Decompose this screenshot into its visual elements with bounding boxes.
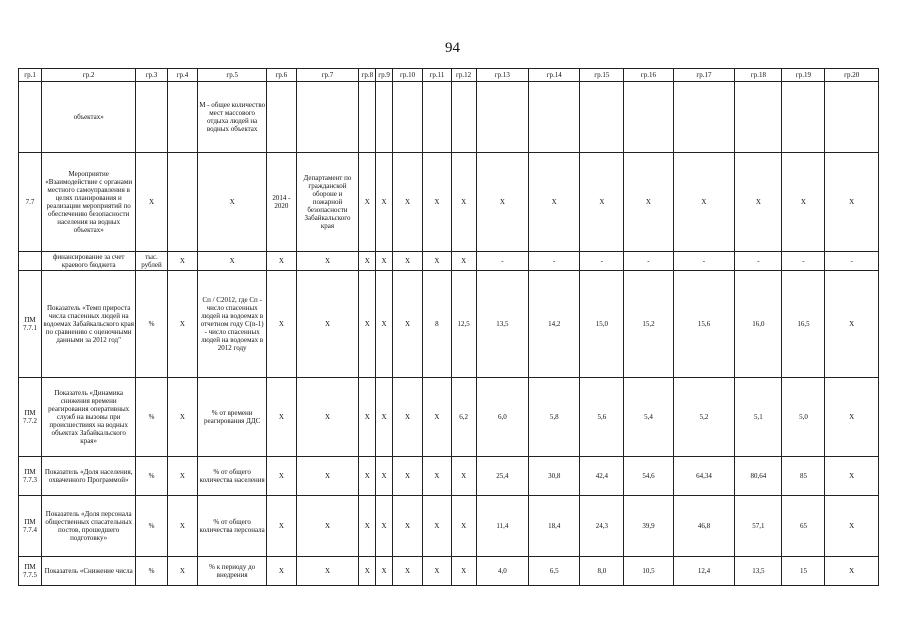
table-row xyxy=(19,153,879,252)
table-cell: X xyxy=(296,457,359,496)
table-cell: Департамент по гражданской обороне и пожарной безопасности Забайкальского края xyxy=(296,153,359,252)
table-cell: 5,0 xyxy=(782,378,825,457)
column-header: гр.3 xyxy=(136,69,167,82)
table-cell: X xyxy=(359,378,376,457)
table-cell: % к периоду до внедрения xyxy=(198,557,267,586)
column-header: гр.2 xyxy=(42,69,136,82)
column-header: гр.13 xyxy=(476,69,528,82)
table-cell: X xyxy=(376,271,393,378)
table-cell: X xyxy=(423,496,451,557)
header-row xyxy=(19,69,879,82)
table-cell: тыс. рублей xyxy=(136,252,167,271)
table-row xyxy=(19,496,879,557)
table-cell: X xyxy=(392,378,422,457)
table-cell xyxy=(580,82,624,153)
table-cell: 24,3 xyxy=(580,496,624,557)
table-cell: X xyxy=(167,252,197,271)
table-cell: X xyxy=(136,153,167,252)
table-cell: X xyxy=(825,153,879,252)
table-cell: X xyxy=(376,457,393,496)
table-cell: X xyxy=(267,457,296,496)
table-cell xyxy=(423,82,451,153)
table-cell: X xyxy=(267,496,296,557)
table-cell: 15 xyxy=(782,557,825,586)
table-cell: % xyxy=(136,271,167,378)
table-cell: ПМ 7.7.1 xyxy=(19,271,42,378)
table-cell: 7.7 xyxy=(19,153,42,252)
table-cell: 13,5 xyxy=(735,557,782,586)
table-cell: 65 xyxy=(782,496,825,557)
table-cell: X xyxy=(167,378,197,457)
table-cell: X xyxy=(451,496,476,557)
table-cell: 5,8 xyxy=(529,378,580,457)
table-cell: M - общее количество мест массового отдыха людей на водных объектах xyxy=(198,82,267,153)
table-cell: 6,0 xyxy=(476,378,528,457)
table-cell xyxy=(267,82,296,153)
table-cell: 18,4 xyxy=(529,496,580,557)
table-cell: - xyxy=(673,252,735,271)
table-cell: % от общего количества персонала xyxy=(198,496,267,557)
table-cell: 64,34 xyxy=(673,457,735,496)
table-cell: % xyxy=(136,457,167,496)
table-cell: X xyxy=(392,252,422,271)
table-cell: X xyxy=(451,252,476,271)
table-cell: Показатель «Доля населения, охваченного Программой» xyxy=(42,457,136,496)
table-cell: 16,5 xyxy=(782,271,825,378)
table-cell: - xyxy=(624,252,673,271)
table-cell: X xyxy=(359,153,376,252)
table-cell: X xyxy=(296,557,359,586)
table-cell: X xyxy=(167,271,197,378)
table-cell: 10,5 xyxy=(624,557,673,586)
table-row xyxy=(19,271,879,378)
table-cell: 42,4 xyxy=(580,457,624,496)
table-cell: X xyxy=(392,153,422,252)
table-cell xyxy=(825,82,879,153)
table-cell: 5,4 xyxy=(624,378,673,457)
column-header: гр.16 xyxy=(624,69,673,82)
table-cell: 4,0 xyxy=(476,557,528,586)
table-cell: 6,2 xyxy=(451,378,476,457)
table-cell: X xyxy=(167,457,197,496)
table-cell: X xyxy=(825,457,879,496)
table-cell: X xyxy=(451,557,476,586)
page-number: 94 xyxy=(445,40,460,56)
table-cell xyxy=(476,82,528,153)
table-cell: X xyxy=(423,378,451,457)
table-cell: 5,1 xyxy=(735,378,782,457)
table-cell xyxy=(782,82,825,153)
table-cell: X xyxy=(359,557,376,586)
table-cell: X xyxy=(296,271,359,378)
table-cell: 39,9 xyxy=(624,496,673,557)
table-cell: ПМ 7.7.4 xyxy=(19,496,42,557)
table-cell xyxy=(19,82,42,153)
table-cell: Показатель «Темп прироста числа спасенных людей на водоемах Забайкальского края по сравнению с оценочными данными за 2012 год" xyxy=(42,271,136,378)
column-header: гр.9 xyxy=(376,69,393,82)
table-cell: X xyxy=(423,457,451,496)
column-header: гр.10 xyxy=(392,69,422,82)
column-header: гр.4 xyxy=(167,69,197,82)
table-cell xyxy=(451,82,476,153)
table-cell: 8 xyxy=(423,271,451,378)
table-cell: ПМ 7.7.2 xyxy=(19,378,42,457)
table-cell: X xyxy=(392,496,422,557)
table-cell: X xyxy=(359,271,376,378)
column-header: гр.6 xyxy=(267,69,296,82)
table-cell: X xyxy=(825,557,879,586)
table-cell: Cп / C2012, где Cп - число спасенных людей на водоемах в отчетном году C(n-1) - число спасенных людей на водоемах в 2012 году xyxy=(198,271,267,378)
table-cell: 15,0 xyxy=(580,271,624,378)
table-cell: X xyxy=(376,496,393,557)
table-cell xyxy=(359,82,376,153)
table-cell: X xyxy=(529,153,580,252)
table-cell: 8,0 xyxy=(580,557,624,586)
table-cell: X xyxy=(476,153,528,252)
table-cell: 11,4 xyxy=(476,496,528,557)
column-header: гр.7 xyxy=(296,69,359,82)
table-cell: % от общего количества населения xyxy=(198,457,267,496)
table-row xyxy=(19,557,879,586)
table-cell: X xyxy=(167,557,197,586)
table-cell xyxy=(19,252,42,271)
table-cell: X xyxy=(167,496,197,557)
table-cell: 25,4 xyxy=(476,457,528,496)
table-row xyxy=(19,378,879,457)
table-cell: 80,64 xyxy=(735,457,782,496)
table-cell: X xyxy=(580,153,624,252)
table-cell xyxy=(673,82,735,153)
table-cell: X xyxy=(296,378,359,457)
table-cell: - xyxy=(782,252,825,271)
column-header: гр.14 xyxy=(529,69,580,82)
table-cell xyxy=(529,82,580,153)
table-cell: 2014 - 2020 xyxy=(267,153,296,252)
table-cell: % xyxy=(136,557,167,586)
table-cell: Показатель «Доля персонала общественных спасательных постов, прошедшего подготовку» xyxy=(42,496,136,557)
table-cell: 15,2 xyxy=(624,271,673,378)
table-cell: ПМ 7.7.3 xyxy=(19,457,42,496)
table-cell: 14,2 xyxy=(529,271,580,378)
table-cell: финансирование за счет краевого бюджета xyxy=(42,252,136,271)
table-cell: 30,8 xyxy=(529,457,580,496)
table-cell xyxy=(376,82,393,153)
column-header: гр.5 xyxy=(198,69,267,82)
table-cell: X xyxy=(451,457,476,496)
column-header: гр.15 xyxy=(580,69,624,82)
table-cell: X xyxy=(359,496,376,557)
table-cell: X xyxy=(392,457,422,496)
table-cell: X xyxy=(267,252,296,271)
table-cell: X xyxy=(673,153,735,252)
table-cell: X xyxy=(825,378,879,457)
table-row xyxy=(19,457,879,496)
table-cell: Показатель «Снижение числа xyxy=(42,557,136,586)
table-cell: X xyxy=(267,271,296,378)
table-cell: X xyxy=(359,457,376,496)
table-cell: X xyxy=(359,252,376,271)
table-cell: - xyxy=(825,252,879,271)
table-cell: 13,5 xyxy=(476,271,528,378)
table-cell: 54,6 xyxy=(624,457,673,496)
table-cell: 12,4 xyxy=(673,557,735,586)
table-cell: Показатель «Динамика снижения времени реагирования оперативных служб на вызовы при происшествиях на водных объектах Забайкальского края» xyxy=(42,378,136,457)
column-header: гр.18 xyxy=(735,69,782,82)
table-cell: X xyxy=(376,378,393,457)
table-cell: 5,2 xyxy=(673,378,735,457)
table-cell: 12,5 xyxy=(451,271,476,378)
table-cell: X xyxy=(825,496,879,557)
table-cell: X xyxy=(423,153,451,252)
table-cell: 6,5 xyxy=(529,557,580,586)
column-header: гр.17 xyxy=(673,69,735,82)
table-cell: 15,6 xyxy=(673,271,735,378)
table-cell: X xyxy=(624,153,673,252)
column-header: гр.12 xyxy=(451,69,476,82)
table-cell: X xyxy=(392,557,422,586)
table-cell: X xyxy=(267,557,296,586)
table-row xyxy=(19,82,879,153)
table-cell: 16,0 xyxy=(735,271,782,378)
table-cell xyxy=(735,82,782,153)
table-cell: объектах» xyxy=(42,82,136,153)
table-cell xyxy=(136,82,167,153)
table-cell: Мероприятие «Взаимодействие с органами местного самоуправления в целях планирования и реализации мероприятий по обеспечению безопасности населения на водных объектах» xyxy=(42,153,136,252)
table-cell: X xyxy=(267,378,296,457)
table-cell xyxy=(296,82,359,153)
program-indicators-table xyxy=(18,68,879,586)
table-cell: 85 xyxy=(782,457,825,496)
table-cell: X xyxy=(376,252,393,271)
column-header: гр.1 xyxy=(19,69,42,82)
table-cell: - xyxy=(735,252,782,271)
table-cell: - xyxy=(580,252,624,271)
table-cell: - xyxy=(529,252,580,271)
column-header: гр.11 xyxy=(423,69,451,82)
table-cell: X xyxy=(198,252,267,271)
table-cell: X xyxy=(376,557,393,586)
table-cell: 5,6 xyxy=(580,378,624,457)
column-header: гр.19 xyxy=(782,69,825,82)
table-cell: X xyxy=(296,252,359,271)
table-cell: X xyxy=(423,557,451,586)
table-cell: X xyxy=(423,252,451,271)
table-cell: X xyxy=(392,271,422,378)
table-cell: ПМ 7.7.5 xyxy=(19,557,42,586)
table-cell: X xyxy=(198,153,267,252)
table-cell: - xyxy=(476,252,528,271)
table-cell: X xyxy=(376,153,393,252)
table-cell: X xyxy=(735,153,782,252)
table-cell: % xyxy=(136,496,167,557)
table-cell xyxy=(167,153,197,252)
table-cell xyxy=(392,82,422,153)
column-header: гр.20 xyxy=(825,69,879,82)
table-cell: X xyxy=(782,153,825,252)
table-row xyxy=(19,252,879,271)
table-cell: % от времени реагирования ДДС xyxy=(198,378,267,457)
table-cell: 57,1 xyxy=(735,496,782,557)
table-cell: X xyxy=(825,271,879,378)
table-cell xyxy=(167,82,197,153)
table-cell: % xyxy=(136,378,167,457)
column-header: гр.8 xyxy=(359,69,376,82)
table-cell: 46,8 xyxy=(673,496,735,557)
table-cell xyxy=(624,82,673,153)
table-cell: X xyxy=(296,496,359,557)
table-cell: X xyxy=(451,153,476,252)
